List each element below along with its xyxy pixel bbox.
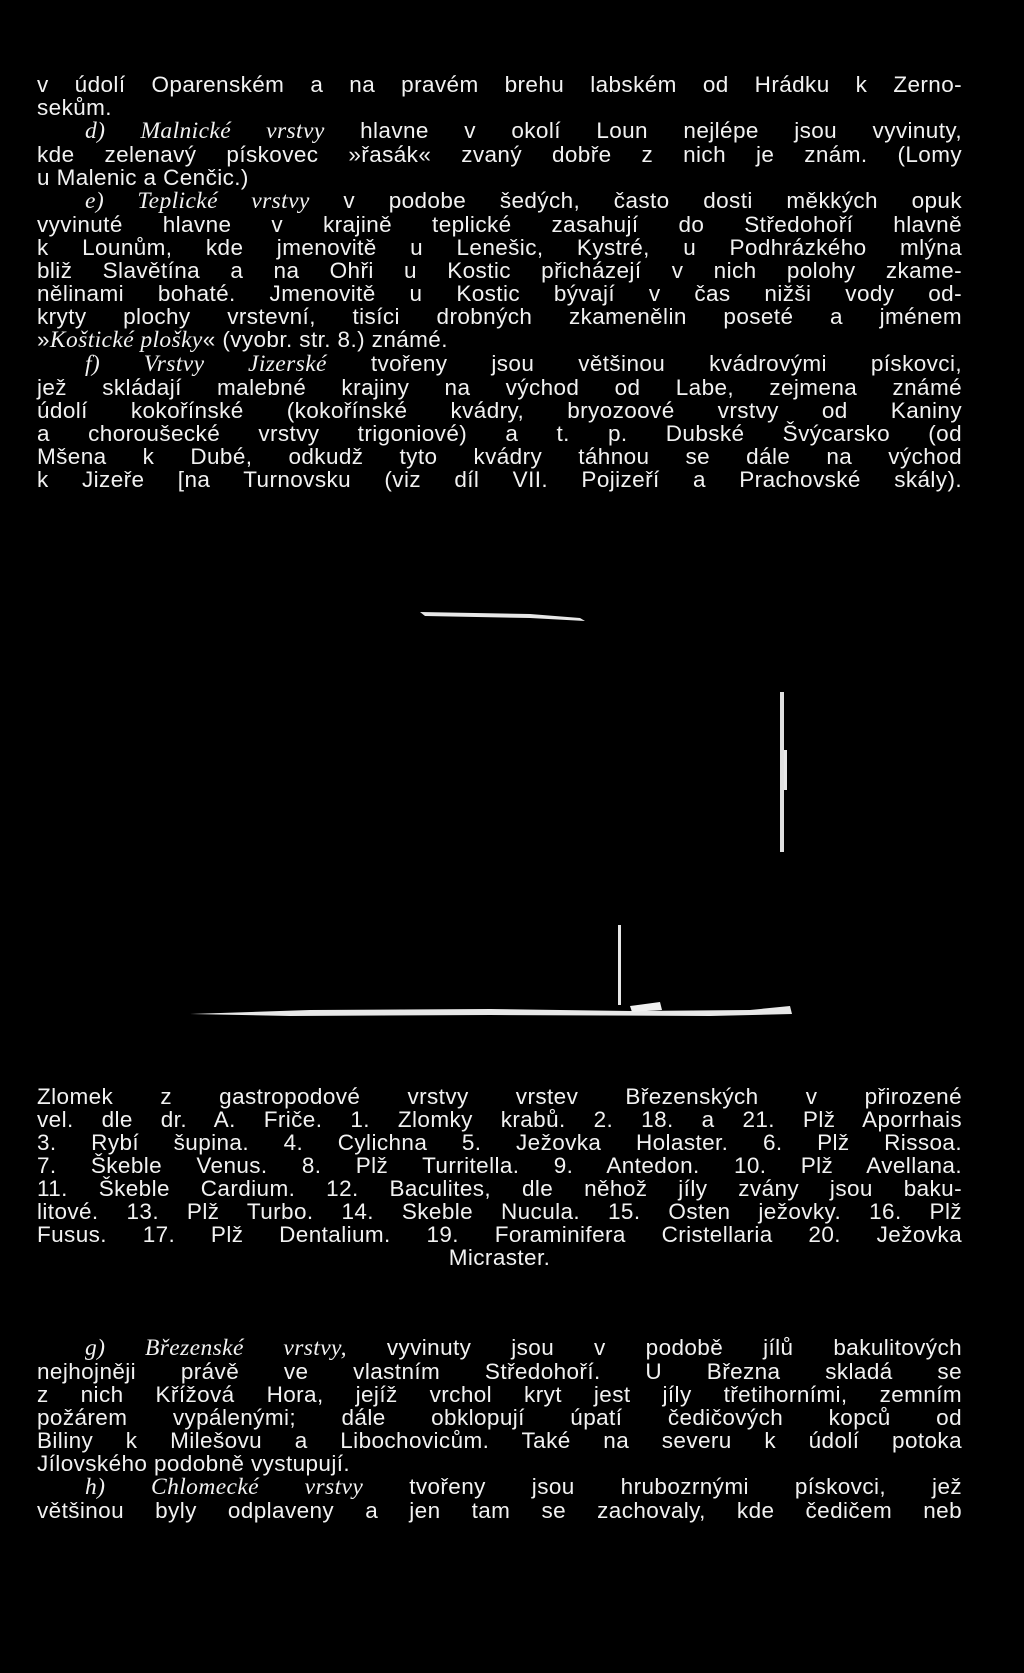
section-title: f) Vrstvy Jizerské xyxy=(85,351,327,377)
figure-caption xyxy=(37,1085,962,1269)
text-line: jež skládají malebné krajiny na východ od Labe, zejmena známé xyxy=(37,375,962,400)
bottom-paragraphs xyxy=(37,1336,962,1522)
figure-mark-vertical-mid xyxy=(618,925,621,1005)
section-title: e) Teplické vrstvy xyxy=(85,188,310,214)
section-heading-line: e) Teplické vrstvy v podobe šedých, často dosti měkkých opuk xyxy=(85,188,962,214)
text-line: u Malenic a Cenčic.) xyxy=(37,165,249,190)
caption-line: litové. 13. Plž Turbo. 14. Skeble Nucula. 15. Osten ježovky. 16. Plž xyxy=(37,1199,962,1224)
figure-mark-top xyxy=(420,612,585,621)
text-line: požárem vypálenými; dále obklopují úpatí čedičových kopců od xyxy=(37,1405,962,1430)
text-line: k Jizeře [na Turnovsku (viz díl VII. Pojizeří a Prachovské skály). xyxy=(37,467,962,492)
caption-line: vel. dle dr. A. Friče. 1. Zlomky krabů. 2. 18. a 21. Plž Aporrhais xyxy=(37,1107,962,1132)
text-line: nejhojněji právě ve vlastním Středohoří. U Března skladá se xyxy=(37,1359,962,1384)
text-line: Biliny k Milešovu a Libochovicům. Také na severu k údolí potoka xyxy=(37,1428,962,1453)
figure-mark-vertical-right xyxy=(784,750,787,790)
caption-line: 3. Rybí šupina. 4. Cylichna 5. Ježovka Holaster. 6. Plž Rissoa. xyxy=(37,1130,962,1155)
text-line: sekům. xyxy=(37,95,112,120)
text-line: údolí kokořínské (kokořínské kvádry, bryozoové vrstvy od Kaniny xyxy=(37,398,962,423)
figure-mark-corner xyxy=(630,1002,662,1012)
caption-line: Fusus. 17. Plž Dentalium. 19. Foraminifera Cristellaria 20. Ježovka xyxy=(37,1222,962,1247)
text-line: většinou byly odplaveny a jen tam se zachovaly, kde čedičem neb xyxy=(37,1498,962,1523)
text-line: nělinami bohaté. Jmenovitě u Kostic bývají v čas nižši vody od- xyxy=(37,281,962,306)
section-heading-line: h) Chlomecké vrstvy tvořeny jsou hrubozrnými pískovci, jež xyxy=(85,1474,963,1500)
fossil-illustration xyxy=(190,600,810,1040)
text-line: Jílovského podobně vystupují. xyxy=(37,1451,351,1476)
fossil-figure xyxy=(190,600,810,1040)
section-title: h) Chlomecké vrstvy xyxy=(85,1474,364,1500)
text-line: z nich Křížová Hora, jejíž vrchol kryt jest jíly třetihorními, zemním xyxy=(37,1382,962,1407)
text-line: Mšena k Dubé, odkudž tyto kvádry táhnou se dále na východ xyxy=(37,444,962,469)
text-line: kde zelenavý pískovec »řasák« zvaný dobře z nich je znám. (Lomy xyxy=(37,142,962,167)
caption-line: 7. Škeble Venus. 8. Plž Turritella. 9. Antedon. 10. Plž Avellana. xyxy=(37,1153,962,1178)
text-line: k Lounům, kde jmenovitě u Lenešic, Kystré, u Podhrázkého mlýna xyxy=(37,235,962,260)
text-line: vyvinuté hlavne v krajině teplické zasahují do Středohoří hlavně xyxy=(37,212,962,237)
caption-line: Micraster. xyxy=(448,1245,551,1270)
figure-mark-vertical-long xyxy=(780,692,784,852)
text-line: bliž Slavětína a na Ohři u Kostic přicházejí v nich polohy zkame- xyxy=(37,258,962,283)
section-title: d) Malnické vrstvy xyxy=(85,118,325,144)
figure-mark-baseline xyxy=(190,1006,792,1016)
section-heading-line: d) Malnické vrstvy hlavne v okolí Loun nejlépe jsou vyvinuty, xyxy=(85,118,962,144)
caption-line: Zlomek z gastropodové vrstvy vrstev Březenských v přirozené xyxy=(37,1084,962,1109)
section-heading-line: f) Vrstvy Jizerské tvořeny jsou většinou kvádrovými pískovci, xyxy=(85,351,962,377)
text-line: a choroušecké vrstvy trigoniové) a t. p. Dubské Švýcarsko (od xyxy=(37,421,962,446)
term-highlight: Koštické plošky xyxy=(49,327,203,353)
text-line: »Koštické plošky« (vyobr. str. 8.) známé. xyxy=(37,327,448,353)
caption-line: 11. Škeble Cardium. 12. Baculites, dle něhož jíly zvány jsou baku- xyxy=(37,1176,962,1201)
top-paragraphs xyxy=(37,73,962,491)
text-line: kryty plochy vrstevní, tisíci drobných zkamenělin poseté a jménem xyxy=(37,304,962,329)
text-line: v údolí Oparenském a na pravém brehu labském od Hrádku k Zerno- xyxy=(37,72,962,97)
section-heading-line: g) Březenské vrstvy, vyvinuty jsou v podobě jílů bakulitových xyxy=(85,1335,963,1361)
section-title: g) Březenské vrstvy, xyxy=(85,1335,347,1361)
